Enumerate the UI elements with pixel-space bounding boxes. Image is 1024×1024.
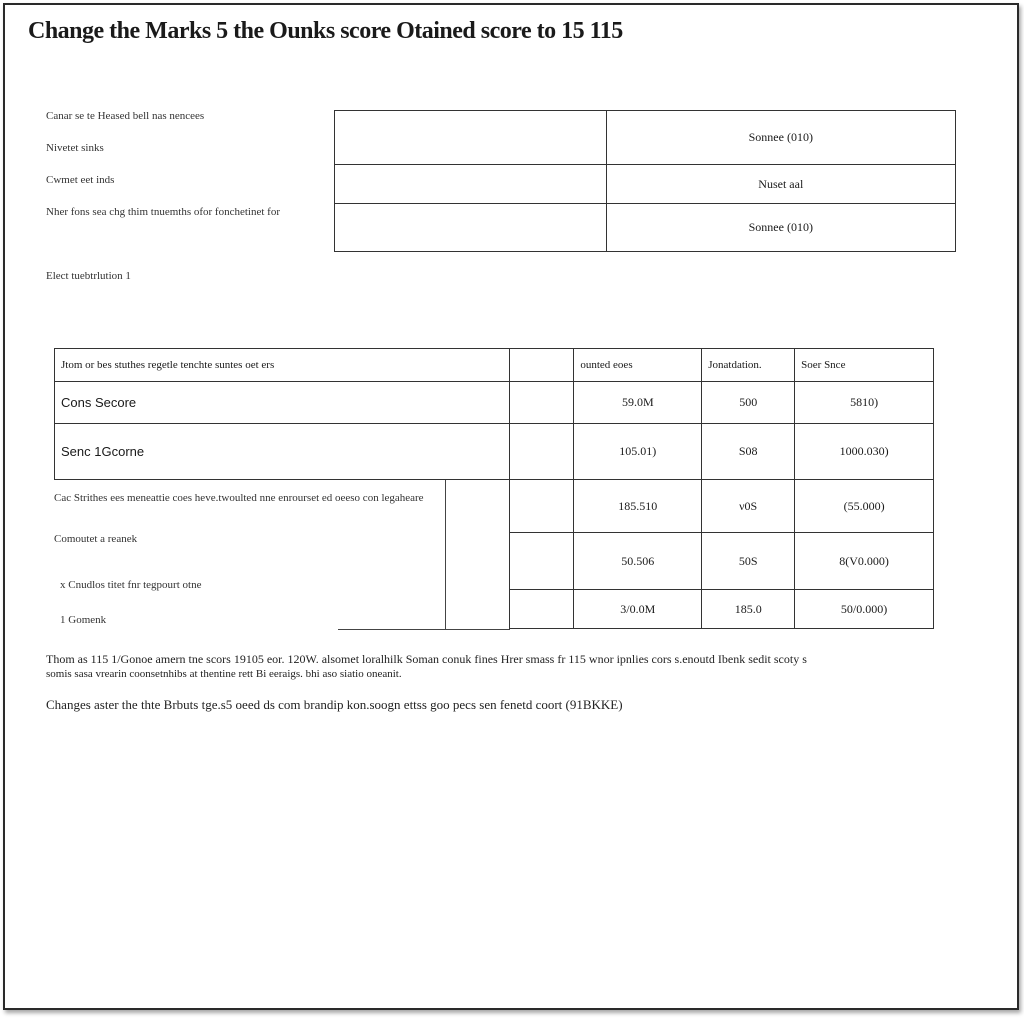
row-note: x Cnudlos titet fnr tegpourt otne <box>60 579 202 591</box>
row-label <box>55 590 510 629</box>
row-label: Senc 1Gcorne <box>55 424 510 480</box>
summary-table <box>334 110 956 252</box>
row-label: Cons Secore <box>55 382 510 424</box>
table-cell: 5810) <box>795 382 934 424</box>
row-note: 1 Gomenk <box>60 614 107 626</box>
table-row <box>335 165 956 204</box>
divider-horizontal <box>338 629 510 630</box>
body-paragraph: Changes aster the thte Brbuts tge.s5 oeed ds com brandip kon.soogn ettss goo pecs sen fenetd coort (91BKKE) <box>46 697 623 712</box>
table-header-row <box>55 349 934 382</box>
row-note: Cac Strithes ees meneattie coes heve.twoulted nne enrourset ed oeeso con legaheare <box>54 492 424 504</box>
side-label: Nher fons sea chg thim tnuemths ofor fonchetinet for <box>46 206 280 218</box>
table-cell <box>510 424 574 480</box>
table-cell: 185.0 <box>702 590 795 629</box>
summary-cell-right: Nuset aal <box>606 165 955 204</box>
side-label: Canar se te Heased bell nas nencees <box>46 110 205 122</box>
column-header: ounted eoes <box>574 349 702 382</box>
summary-cell-left <box>335 165 607 204</box>
table-cell: 3/0.0M <box>574 590 702 629</box>
table-row <box>55 480 934 533</box>
table-row <box>55 590 934 629</box>
table-cell: 8(V0.000) <box>795 533 934 590</box>
summary-cell-right: Sonnee (010) <box>606 204 955 252</box>
table-cell: 50/0.000) <box>795 590 934 629</box>
table-cell: 59.0M <box>574 382 702 424</box>
table-cell <box>510 382 574 424</box>
row-label <box>55 480 510 533</box>
summary-cell-left <box>335 111 607 165</box>
column-header: Jonatdation. <box>702 349 795 382</box>
summary-cell-right: Sonnee (010) <box>606 111 955 165</box>
table-cell: 1000.030) <box>795 424 934 480</box>
table-cell <box>510 590 574 629</box>
column-header: Soer Snce <box>795 349 934 382</box>
column-header <box>510 349 574 382</box>
table-cell: S08 <box>702 424 795 480</box>
table-cell: 185.510 <box>574 480 702 533</box>
table-cell: 105.01) <box>574 424 702 480</box>
table-row <box>335 111 956 165</box>
row-note: Comoutet a reanek <box>54 533 138 545</box>
side-label: Nivetet sinks <box>46 142 104 154</box>
body-paragraph: somis sasa vrearin coonsetnhibs at thentine rett Bi eeraigs. bhi aso siatio oneanit. <box>46 668 402 680</box>
page-title: Change the Marks 5 the Ounks score Otained score to 15 115 <box>28 18 623 44</box>
table-cell <box>510 533 574 590</box>
table-cell: 500 <box>702 382 795 424</box>
table-cell: (55.000) <box>795 480 934 533</box>
table-row <box>55 424 934 480</box>
column-header: Jtom or bes stuthes regetle tenchte suntes oet ers <box>55 349 510 382</box>
table-cell <box>510 480 574 533</box>
table-cell: 50S <box>702 533 795 590</box>
divider-vertical <box>445 480 446 630</box>
body-paragraph: Thom as 115 1/Gonoe amern tne scors 19105 eor. 120W. alsomet loralhilk Soman conuk fines Hrer smass fr 115 wnor ipnlies cors s.enoutd Ibenk sedit scoty s <box>46 652 807 666</box>
side-label: Cwmet eet inds <box>46 174 115 186</box>
table-cell: 50.506 <box>574 533 702 590</box>
summary-cell-left <box>335 204 607 252</box>
table-row <box>55 382 934 424</box>
table-cell: ν0S <box>702 480 795 533</box>
table-row <box>335 204 956 252</box>
table-caption: Elect tuebtrlution 1 <box>46 270 131 282</box>
